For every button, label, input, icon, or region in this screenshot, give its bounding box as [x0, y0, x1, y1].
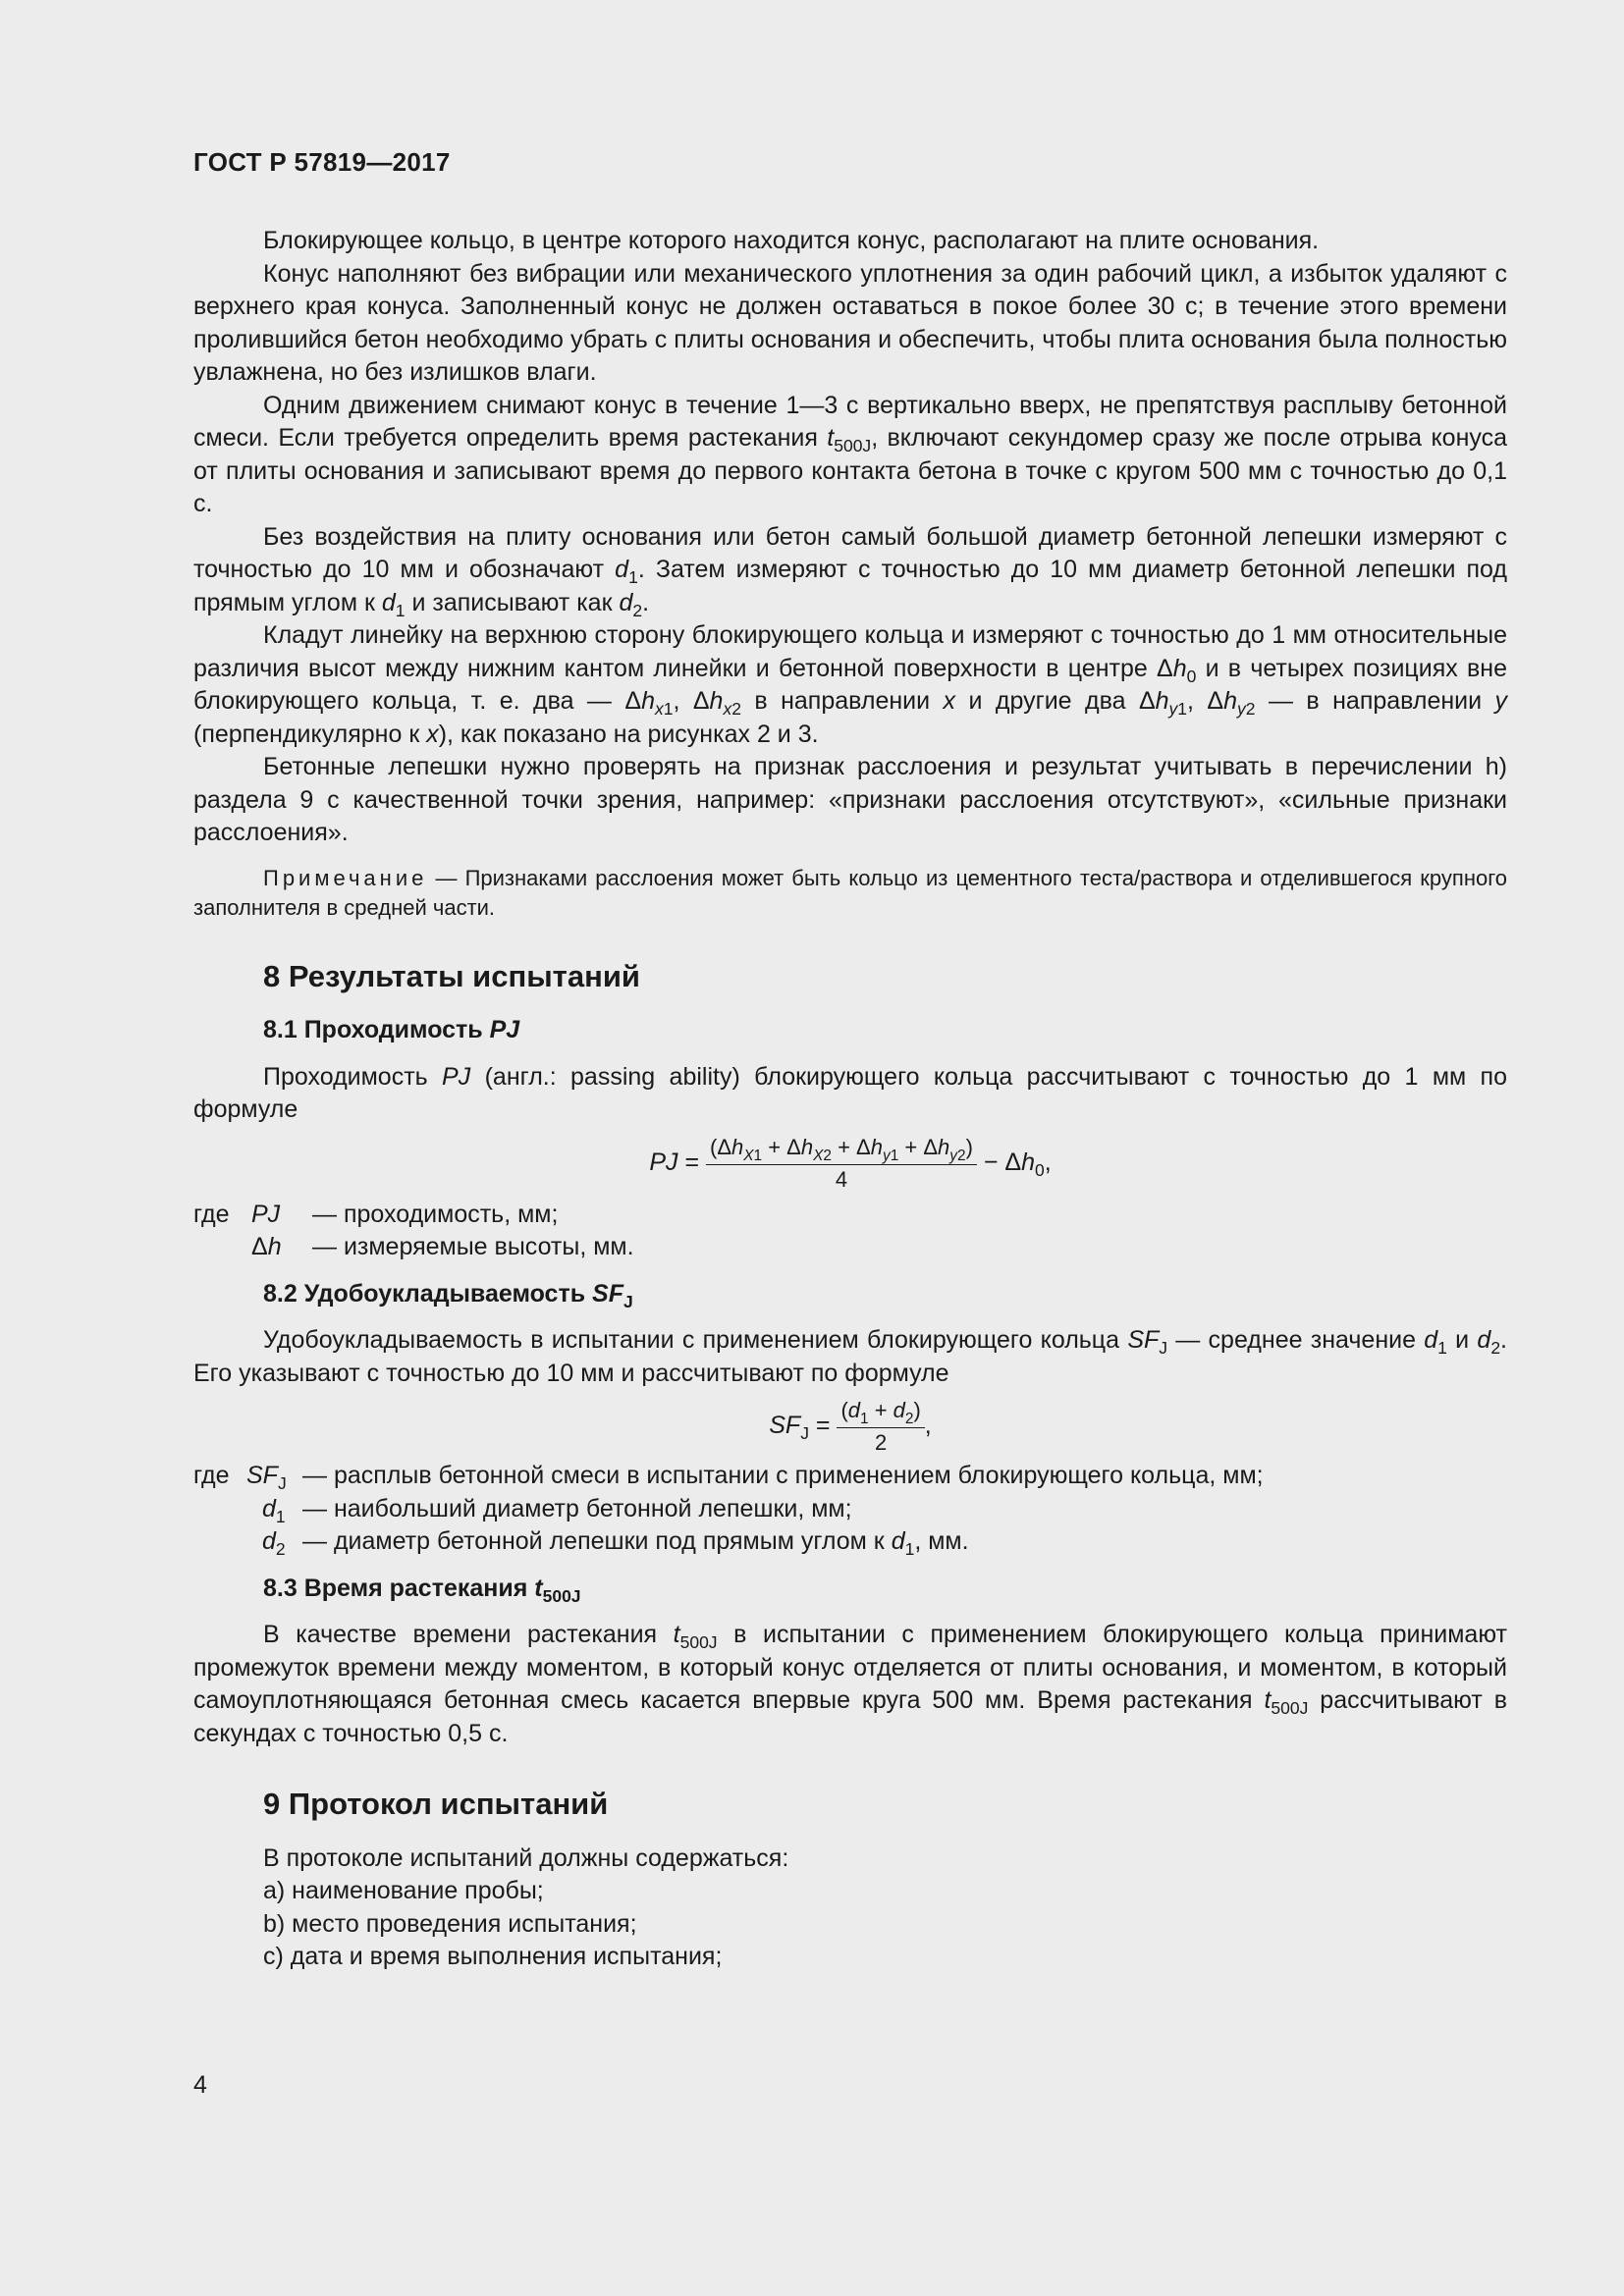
section-8-1-title: 8.1 Проходимость PJ [263, 1016, 520, 1043]
formula-sfj: $SF_J$ = $\frac{(d_1 + d_2)}{2}$ , [769, 1398, 932, 1455]
page-number: 4 [193, 2071, 207, 2099]
paragraph-segregation: Бетонные лепешки нужно проверять на признак расслоения и результат учитывать в перечислении h) раздела 9 с качественной точки зрения, например: «признаки расслоения отсутствуют», «сильные признаки расслоения». [193, 753, 1507, 846]
section-9-intro: В протоколе испытаний должны содержаться: [263, 1843, 789, 1872]
section-8-3-title: 8.3 Время растекания $t_{500J}$ [263, 1574, 581, 1606]
section-8-1-text: Проходимость PJ (англ.: passing ability) блокирующего кольца рассчитывают с точностью до 1 мм по формуле [193, 1062, 1507, 1123]
legend-sfj: где $SF_J$ — расплыв бетонной смеси в испытании с применением блокирующего кольца, мм; $d_1$ — наибольший диаметр бетонной лепешки, мм; $d_2$ — диаметр бетонной лепешки под прямым углом к $d_1$, мм. [193, 1462, 1264, 1559]
list-item: a) наименование пробы; [263, 1877, 544, 1904]
list-item: c) дата и время выполнения испытания; [263, 1943, 723, 1970]
document-header: ГОСТ Р 57819—2017 [193, 147, 451, 177]
paragraph-cone-filling: Конус наполняют без вибрации или механического уплотнения за один рабочий цикл, а избыток удаляют с верхнего края конуса. Заполненный конус не должен оставаться в покое более 30 с; в течение этого времени пролившийся бетон необходимо убрать с плиты основания и обеспечить, чтобы плита основания была полностью увлажнена, но без излишков влаги. [193, 259, 1507, 386]
legend-pj: где PJ — проходимость, мм; Δh — измеряемые высоты, мм. [193, 1200, 634, 1260]
section-9-title: 9 Протокол испытаний [263, 1787, 609, 1821]
section-8-2-title: 8.2 Удобоукладываемость $SF_J$ [263, 1279, 633, 1311]
paragraph-ring-placement: Блокирующее кольцо, в центре которого находится конус, располагают на плите основания. [263, 227, 1320, 254]
formula-pj: PJ = $\frac{(\Delta h_{X1} + \Delta h_{X2} + \Delta h_{y1} + \Delta h_{y2})}{4}$ − $\Delta h_0$, [649, 1134, 1052, 1192]
list-item: b) место проведения испытания; [263, 1909, 637, 1938]
section-8-2-text: Удобоукладываемость в испытании с применением блокирующего кольца $SF_J$ — среднее значение $d_1$ и $d_2$. Его указывают с точностью до 10 мм и рассчитывают по формуле [193, 1326, 1507, 1387]
paragraph-ruler: Кладут линейку на верхнюю сторону блокирующего кольца и измеряют с точностью до 1 мм относительные различия высот между нижним кантом линейки и бетонной поверхности в центре $\Delta h_0$ и в четырех позициях вне блокирующего кольца, т. е. два — $\Delta h_{x1}$, $\Delta h_{x2}$ в направлении x и другие два $\Delta h_{y1}$, $\Delta h_{y2}$ — в направлении y (перпендикулярно к x), как показано на рисунках 2 и 3. [193, 621, 1508, 748]
paragraph-cone-lift: Одним движением снимают конус в течение 1—3 с вертикально вверх, не препятствуя расплыву бетонной смеси. Если требуется определить время растекания $t_{500J}$, включают секундомер сразу же после отрыва конуса от плиты основания и записывают время до первого контакта бетона в точке с кругом 500 мм с точностью до 0,1 с. [193, 391, 1507, 517]
section-8-3-text: В качестве времени растекания $t_{500J}$ в испытании с применением блокирующего кольца принимают промежуток времени между моментом, в который конус отделяется от плиты основания, и моментом, в который самоуплотняющаяся бетонная смесь касается впервые круга 500 мм. Время растекания $t_{500J}$ рассчитывают в секундах с точностью 0,5 с. [193, 1621, 1507, 1747]
note: Примечание — Признаками расслоения может быть кольцо из цементного теста/раствора и отделившегося крупного заполнителя в средней части. [193, 865, 1507, 920]
page-body [193, 0, 1507, 1974]
section-8-title: 8 Результаты испытаний [263, 958, 640, 993]
paragraph-diameter: Без воздействия на плиту основания или бетон самый большой диаметр бетонной лепешки измеряют с точностью до 10 мм и обозначают $d_1$. Затем измеряют с точностью до 10 мм диаметр бетонной лепешки под прямым углом к $d_1$ и записывают как $d_2$. [193, 522, 1507, 620]
